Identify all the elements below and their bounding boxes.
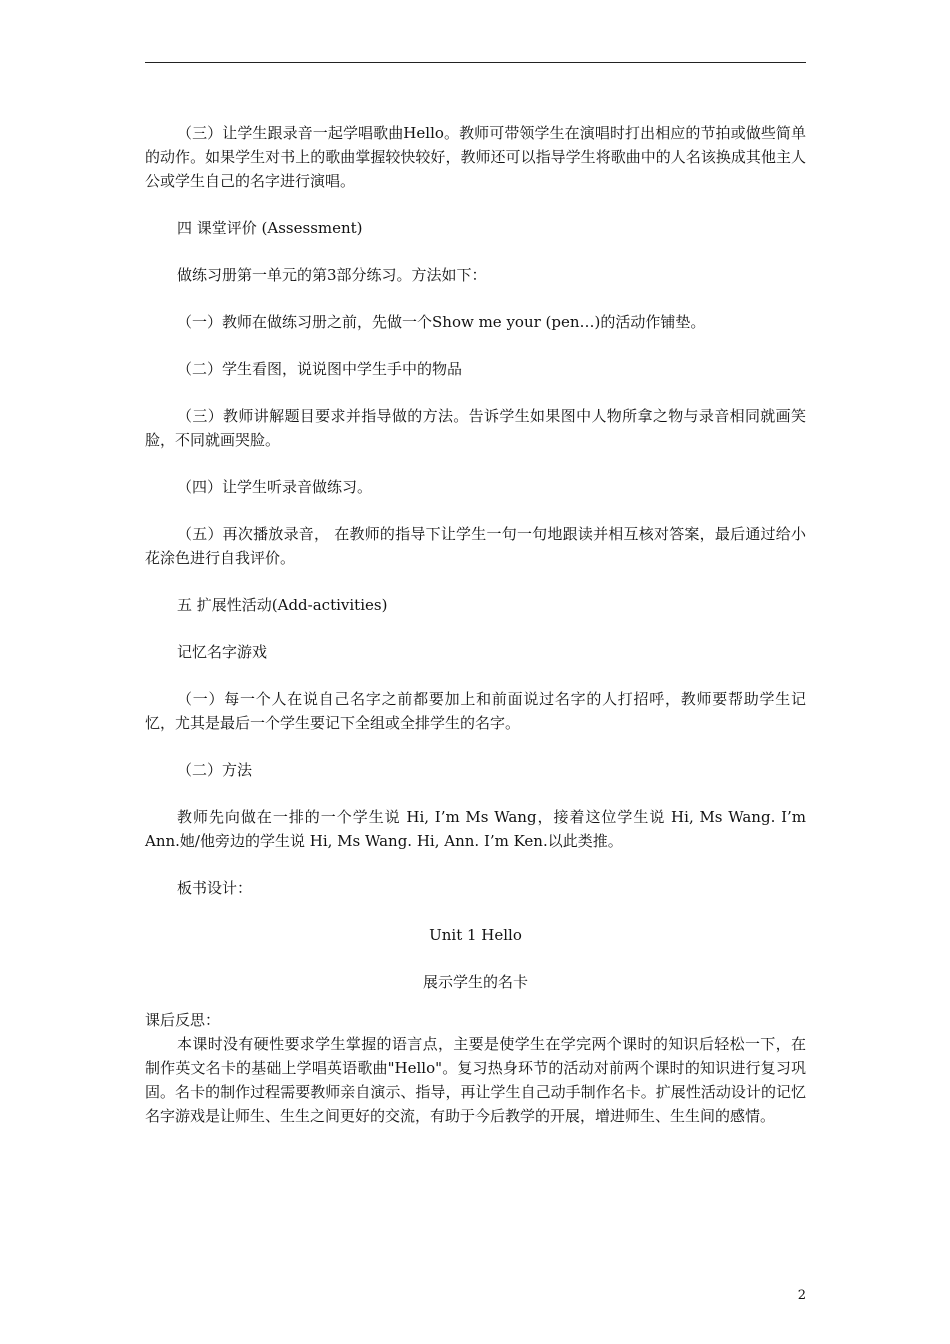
paragraph-step-1: （一）教师在做练习册之前，先做一个Show me your (pen…)的活动作铺垫。	[177, 313, 706, 331]
section-heading-add-activities: 五 扩展性活动(Add-activities)	[177, 596, 388, 614]
paragraph-step-2: （二）学生看图，说说图中学生手中的物品	[177, 360, 463, 378]
paragraph-game-rule: （一）每一个人在说自己名字之前都要加上和前面说过名字的人打招呼，教师要帮助学生记忆，尤其是最后一个学生要记下全组或全排学生的名字。	[145, 690, 806, 732]
paragraph-sing-song: （三）让学生跟录音一起学唱歌曲Hello。教师可带领学生在演唱时打出相应的节拍或做些简单的动作。如果学生对书上的歌曲掌握较快较好，教师还可以指导学生将歌曲中的人名该换成其他主人公或学生自己的名字进行演唱。	[145, 124, 806, 190]
header-rule	[145, 62, 806, 63]
section-heading-assessment: 四 课堂评价 (Assessment)	[177, 219, 363, 237]
page-number: 2	[797, 1288, 806, 1303]
board-title: Unit 1 Hello	[429, 926, 522, 944]
paragraph-method: （二）方法	[177, 761, 253, 779]
paragraph-name-game: 记忆名字游戏	[177, 643, 268, 661]
board-subtitle: 展示学生的名卡	[422, 973, 528, 991]
reflection-body: 本课时没有硬性要求学生掌握的语言点，主要是使学生在学完两个课时的知识后轻松一下，在制作英文名卡的基础上学唱英语歌曲"Hello"。复习热身环节的活动对前两个课时的知识进行复习巩固。名卡的制作过程需要教师亲自演示、指导，再让学生自己动手制作名卡。扩展性活动设计的记忆名字游戏是让师生、生生之间更好的交流，有助于今后教学的开展，增进师生、生生间的感情。	[145, 1035, 806, 1125]
page-body	[145, 121, 806, 1128]
paragraph-step-5: （五）再次播放录音， 在教师的指导下让学生一句一句地跟读并相互核对答案，最后通过给小花涂色进行自我评价。	[145, 525, 806, 567]
paragraph-step-3: （三）教师讲解题目要求并指导做的方法。告诉学生如果图中人物所拿之物与录音相同就画笑脸，不同就画哭脸。	[145, 407, 806, 449]
paragraph-workbook: 做练习册第一单元的第3部分练习。方法如下：	[177, 266, 487, 284]
reflection-heading: 课后反思：	[145, 1011, 221, 1029]
paragraph-step-4: （四）让学生听录音做练习。	[177, 478, 373, 496]
paragraph-method-example: 教师先向做在一排的一个学生说 Hi, I’m Ms Wang，接着这位学生说 Hi, Ms Wang. I’m Ann.她/他旁边的学生说 Hi, Ms Wang. Hi, Ann. I’m Ken.以此类推。	[145, 808, 806, 850]
paragraph-board-design: 板书设计：	[177, 879, 253, 897]
